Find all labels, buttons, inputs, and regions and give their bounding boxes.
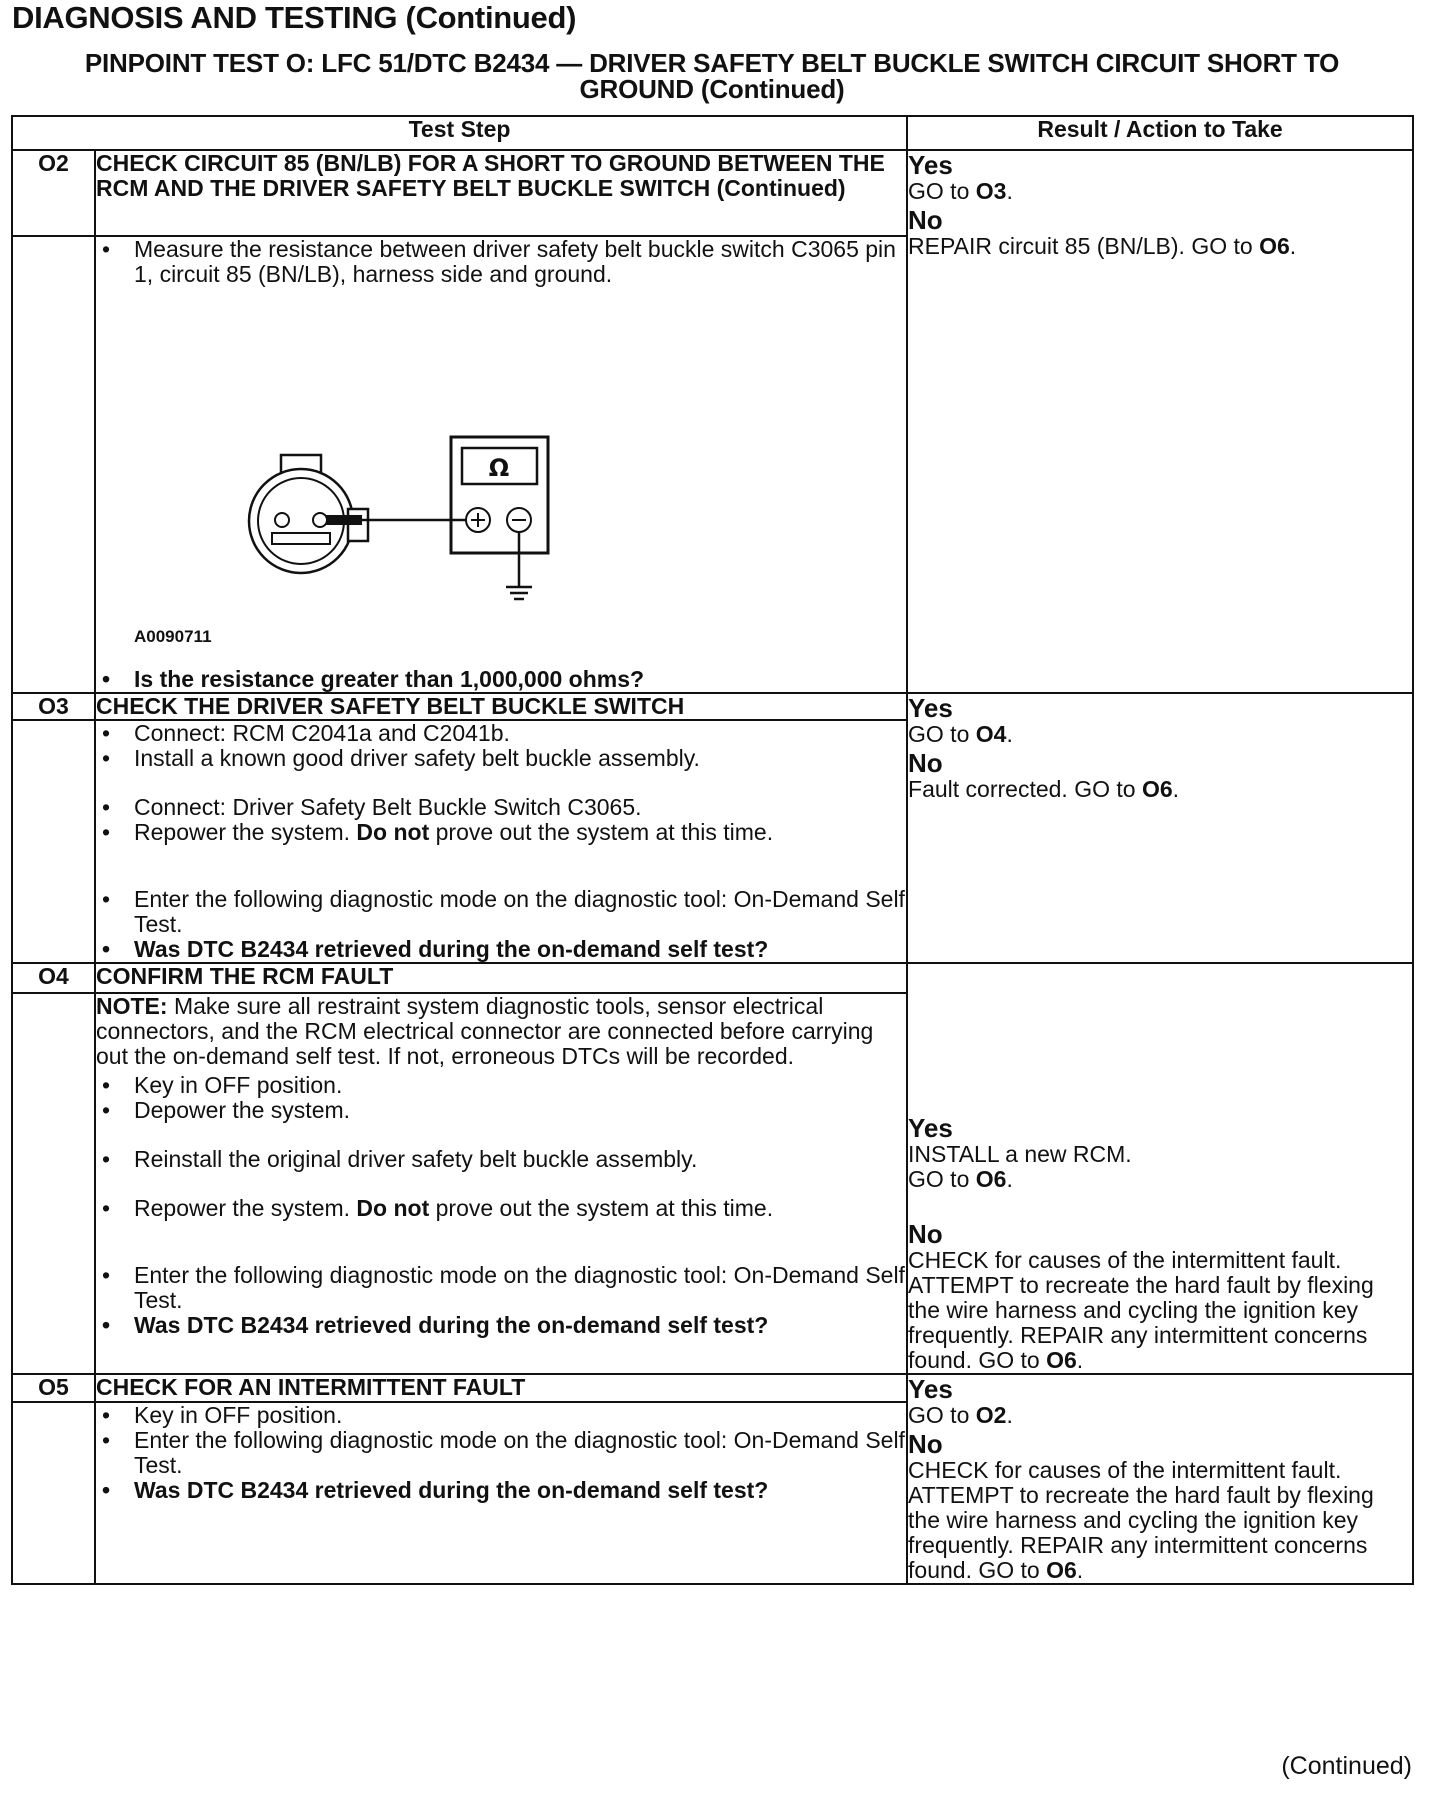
column-header-test-step: Test Step	[12, 116, 907, 150]
step-o3-title-row	[12, 693, 1413, 720]
step-question: • Is the resistance greater than 1,000,000 ohms?	[96, 667, 906, 692]
step-instruction: • Enter the following diagnostic mode on the diagnostic tool: On-Demand Self Test.	[96, 1263, 906, 1313]
yes-action: INSTALL a new RCM.	[908, 1141, 1132, 1167]
step-body	[95, 1402, 907, 1584]
step-question: • Was DTC B2434 retrieved during the on-demand self test?	[96, 937, 906, 962]
yes-label: Yes	[908, 693, 953, 723]
step-instruction: • Key in OFF position.	[96, 1403, 906, 1428]
step-o5-title-row	[12, 1374, 1413, 1402]
yes-action: GO to O4.	[908, 721, 1013, 747]
meter-probe	[326, 515, 362, 525]
step-title: CHECK FOR AN INTERMITTENT FAULT	[95, 1374, 907, 1402]
step-number: O5	[12, 1374, 95, 1402]
step-instruction: • Enter the following diagnostic mode on the diagnostic tool: On-Demand Self Test.	[96, 1428, 906, 1478]
no-label: No	[908, 205, 943, 235]
yes-label: Yes	[908, 1113, 953, 1143]
step-instruction: • Enter the following diagnostic mode on the diagnostic tool: On-Demand Self Test.	[96, 887, 906, 937]
step-number-spacer	[12, 236, 95, 693]
continued-footer: (Continued)	[1281, 1752, 1412, 1780]
no-label: No	[908, 1429, 943, 1459]
no-action: CHECK for causes of the intermittent fault. ATTEMPT to recreate the hard fault by flexing the wire harness and cycling the ignition key frequently. REPAIR any intermittent concerns found. GO to O6.	[908, 1457, 1374, 1583]
yes-action-goto: GO to O6.	[908, 1166, 1013, 1192]
connector-key	[272, 533, 330, 544]
column-header-result: Result / Action to Take	[907, 116, 1413, 150]
step-o3-result	[907, 693, 1413, 963]
test-title-line-1: PINPOINT TEST O: LFC 51/DTC B2434 — DRIVER SAFETY BELT BUCKLE SWITCH CIRCUIT SHORT TO	[84, 48, 1340, 78]
no-action: CHECK for causes of the intermittent fault. ATTEMPT to recreate the hard fault by flexing the wire harness and cycling the ignition key frequently. REPAIR any intermittent concerns found. GO to O6.	[908, 1247, 1374, 1373]
step-title: CONFIRM THE RCM FAULT	[95, 963, 907, 993]
step-o2-title-row	[12, 150, 1413, 236]
yes-label: Yes	[908, 150, 953, 180]
step-o4-result	[907, 963, 1413, 1374]
step-instruction: • Measure the resistance between driver safety belt buckle switch C3065 pin 1, circuit 85 (BN/LB), harness side and ground.	[96, 237, 906, 287]
step-o5-result	[907, 1374, 1413, 1584]
step-body	[95, 720, 907, 963]
connector-pin-2	[275, 513, 289, 527]
step-number-spacer	[12, 720, 95, 963]
step-note: NOTE: Make sure all restraint system diagnostic tools, sensor electrical connectors, and the RCM electrical connector are connected before carrying out the on-demand self test. If not, erroneous DTCs will be recorded.	[96, 992, 874, 1069]
step-number: O3	[12, 693, 95, 720]
step-o2-result	[907, 150, 1413, 693]
circuit-figure	[96, 287, 906, 667]
step-instruction: • Connect: RCM C2041a and C2041b.	[96, 721, 906, 746]
step-title: CHECK THE DRIVER SAFETY BELT BUCKLE SWITCH	[95, 693, 907, 720]
no-action: Fault corrected. GO to O6.	[908, 776, 1180, 802]
step-number: O2	[12, 150, 95, 236]
step-number-spacer	[12, 993, 95, 1374]
table-header-row	[12, 116, 1413, 150]
ohm-symbol: Ω	[488, 454, 510, 482]
step-number-spacer	[12, 1402, 95, 1584]
multimeter-circuit-diagram	[96, 287, 896, 647]
no-label: No	[908, 1219, 943, 1249]
step-body	[95, 993, 907, 1374]
yes-action: GO to O3.	[908, 178, 1013, 204]
pinpoint-test-table	[11, 115, 1414, 1585]
step-title: CHECK CIRCUIT 85 (BN/LB) FOR A SHORT TO GROUND BETWEEN THE RCM AND THE DRIVER SAFETY BELT BUCKLE SWITCH (Continued)	[95, 150, 907, 236]
step-instruction: • Repower the system. Do not prove out the system at this time.	[96, 820, 906, 845]
figure-id: A0090711	[134, 627, 212, 646]
step-instruction: • Reinstall the original driver safety belt buckle assembly.	[96, 1147, 906, 1172]
no-label: No	[908, 748, 943, 778]
yes-label: Yes	[908, 1374, 953, 1404]
no-action: REPAIR circuit 85 (BN/LB). GO to O6.	[908, 233, 1297, 259]
step-instruction: • Depower the system.	[96, 1098, 906, 1123]
step-question: • Was DTC B2434 retrieved during the on-demand self test?	[96, 1313, 906, 1338]
step-instruction: • Repower the system. Do not prove out the system at this time.	[96, 1196, 906, 1221]
connector-pin-1	[313, 513, 327, 527]
step-number: O4	[12, 963, 95, 993]
test-title-line-2: GROUND (Continued)	[579, 74, 845, 104]
page-heading: DIAGNOSIS AND TESTING (Continued)	[12, 0, 577, 35]
step-instruction: • Install a known good driver safety belt buckle assembly.	[96, 746, 906, 771]
yes-action: GO to O2.	[908, 1402, 1013, 1428]
step-instruction: • Connect: Driver Safety Belt Buckle Switch C3065.	[96, 795, 906, 820]
pinpoint-test-title	[12, 50, 1412, 102]
step-question: • Was DTC B2434 retrieved during the on-demand self test?	[96, 1478, 906, 1503]
step-instruction: • Key in OFF position.	[96, 1073, 906, 1098]
step-body	[95, 236, 907, 693]
step-o4-title-row	[12, 963, 1413, 993]
